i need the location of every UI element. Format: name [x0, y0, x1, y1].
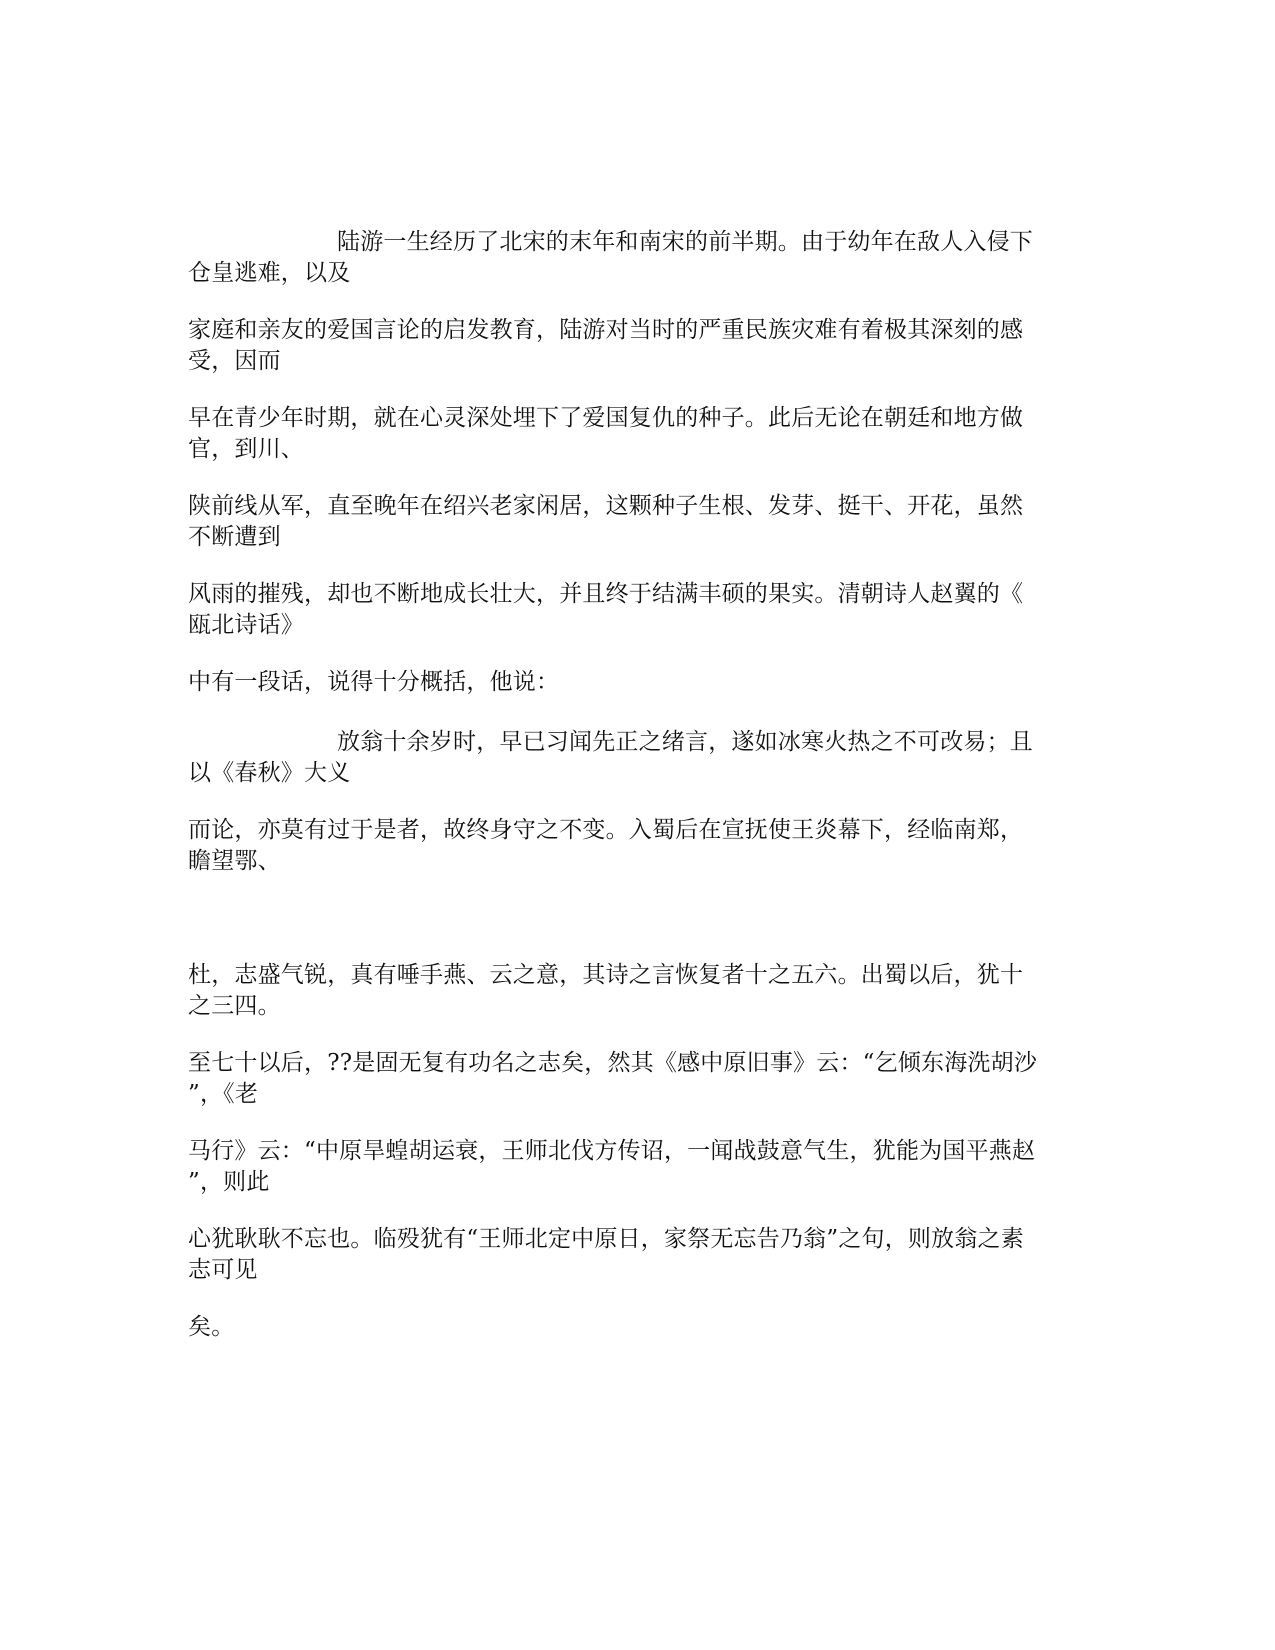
text-line: 杜，志盛气锐，真有唾手燕、云之意，其诗之言恢复者十之五六。出蜀以后，犹十: [188, 962, 1024, 988]
text-line: 受，因而: [188, 348, 281, 374]
text-line: ”，《老: [188, 1081, 259, 1107]
text-line: 家庭和亲友的爱国言论的启发教育，陆游对当时的严重民族灾难有着极其深刻的感: [188, 317, 1024, 343]
text-line: 瞻望鄂、: [188, 848, 281, 874]
text-line: 瓯北诗话》: [188, 612, 304, 638]
text-line: 而论，亦莫有过于是者，故终身守之不变。入蜀后在宣抚使王炎幕下，经临南郑，: [188, 817, 1024, 843]
text-line: 马行》云：“中原旱蝗胡运衰，王师北伐方传诏，一闻战鼓意气生，犹能为国平燕赵: [188, 1138, 1036, 1164]
text-line: 陕前线从军，直至晚年在绍兴老家闲居，这颗种子生根、发芽、挺干、开花，虽然: [188, 493, 1024, 519]
text-line: 以《春秋》大义: [188, 760, 351, 786]
text-line: 官，到川、: [188, 436, 304, 462]
text-line: 风雨的摧残，却也不断地成长壮大，并且终于结满丰硕的果实。清朝诗人赵翼的《: [188, 581, 1024, 607]
text-line: 之三四。: [188, 993, 281, 1019]
text-line: 矣。: [188, 1314, 235, 1340]
text-line: 放翁十余岁时，早已习闻先正之绪言，遂如冰寒火热之不可改易；且: [337, 729, 1033, 755]
text-line: 陆游一生经历了北宋的末年和南宋的前半期。由于幼年在敌人入侵下: [337, 229, 1033, 255]
text-line: 中有一段话，说得十分概括，他说：: [188, 669, 560, 695]
text-line: ”，则此: [188, 1169, 270, 1195]
text-line: 早在青少年时期，就在心灵深处埋下了爱国复仇的种子。此后无论在朝廷和地方做: [188, 405, 1024, 431]
text-line: 不断遭到: [188, 524, 281, 550]
text-line: 心犹耿耿不忘也。临殁犹有“王师北定中原日，家祭无忘告乃翁”之句，则放翁之素: [188, 1226, 1024, 1252]
text-line: 仓皇逃难，以及: [188, 260, 351, 286]
text-line: 至七十以后，??是固无复有功名之志矣，然其《感中原旧事》云：“乞倾东海洗胡沙: [188, 1050, 1038, 1076]
text-line: 志可见: [188, 1257, 258, 1283]
